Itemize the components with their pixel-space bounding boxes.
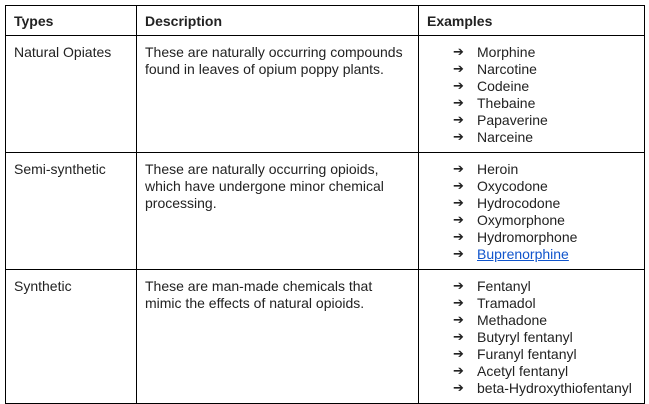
list-item <box>453 229 636 246</box>
example-label: Papaverine <box>477 112 548 128</box>
description-cell: These are naturally occurring compounds found in leaves of opium poppy plants. <box>137 36 419 153</box>
example-label: Acetyl fentanyl <box>477 363 569 379</box>
example-label: Tramadol <box>477 295 536 311</box>
arrow-right-icon: ➔ <box>453 230 464 245</box>
list-item <box>453 246 636 263</box>
list-item <box>453 380 636 397</box>
arrow-right-icon: ➔ <box>453 96 464 111</box>
arrow-right-icon: ➔ <box>453 313 464 328</box>
list-item <box>453 329 636 346</box>
examples-list <box>427 44 636 146</box>
example-label: beta-Hydroxythiofentanyl <box>477 380 632 396</box>
arrow-right-icon: ➔ <box>453 247 464 262</box>
examples-cell <box>419 153 645 270</box>
example-label: Hydrocodone <box>477 195 561 211</box>
header-examples: Examples <box>419 6 645 36</box>
list-item <box>453 363 636 380</box>
header-row <box>6 6 645 36</box>
arrow-right-icon: ➔ <box>453 113 464 128</box>
description-cell: These are naturally occurring opioids, which have undergone minor chemical processing. <box>137 153 419 270</box>
arrow-right-icon: ➔ <box>453 213 464 228</box>
list-item <box>453 161 636 178</box>
arrow-right-icon: ➔ <box>453 179 464 194</box>
arrow-right-icon: ➔ <box>453 296 464 311</box>
table-row <box>6 153 645 270</box>
list-item <box>453 212 636 229</box>
list-item <box>453 112 636 129</box>
list-item <box>453 129 636 146</box>
example-label: Butyryl fentanyl <box>477 329 573 345</box>
example-label: Oxymorphone <box>477 212 565 228</box>
list-item <box>453 278 636 295</box>
arrow-right-icon: ➔ <box>453 381 464 396</box>
type-cell: Synthetic <box>6 270 137 404</box>
list-item <box>453 78 636 95</box>
example-label: Oxycodone <box>477 178 548 194</box>
example-label: Morphine <box>477 44 536 60</box>
example-label: Thebaine <box>477 95 536 111</box>
arrow-right-icon: ➔ <box>453 347 464 362</box>
table-row <box>6 36 645 153</box>
examples-list <box>427 278 636 397</box>
list-item <box>453 95 636 112</box>
list-item <box>453 61 636 78</box>
list-item <box>453 312 636 329</box>
example-label: Hydromorphone <box>477 229 578 245</box>
buprenorphine-link[interactable]: Buprenorphine <box>477 246 569 262</box>
example-label: Fentanyl <box>477 278 531 294</box>
arrow-right-icon: ➔ <box>453 79 464 94</box>
list-item <box>453 295 636 312</box>
example-label: Heroin <box>477 161 519 177</box>
table-row <box>6 270 645 404</box>
arrow-right-icon: ➔ <box>453 62 464 77</box>
type-cell: Semi-synthetic <box>6 153 137 270</box>
description-cell: These are man-made chemicals that mimic the effects of natural opioids. <box>137 270 419 404</box>
list-item <box>453 178 636 195</box>
example-label: Furanyl fentanyl <box>477 346 577 362</box>
examples-list <box>427 161 636 263</box>
header-description: Description <box>137 6 419 36</box>
arrow-right-icon: ➔ <box>453 130 464 145</box>
example-label: Methadone <box>477 312 548 328</box>
list-item <box>453 195 636 212</box>
arrow-right-icon: ➔ <box>453 364 464 379</box>
example-label: Narceine <box>477 129 534 145</box>
opioid-types-table <box>5 5 645 404</box>
list-item <box>453 346 636 363</box>
list-item <box>453 44 636 61</box>
header-types: Types <box>6 6 137 36</box>
arrow-right-icon: ➔ <box>453 162 464 177</box>
type-cell: Natural Opiates <box>6 36 137 153</box>
examples-cell <box>419 270 645 404</box>
arrow-right-icon: ➔ <box>453 330 464 345</box>
examples-cell <box>419 36 645 153</box>
arrow-right-icon: ➔ <box>453 196 464 211</box>
arrow-right-icon: ➔ <box>453 45 464 60</box>
example-label: Narcotine <box>477 61 537 77</box>
arrow-right-icon: ➔ <box>453 279 464 294</box>
example-label: Codeine <box>477 78 530 94</box>
